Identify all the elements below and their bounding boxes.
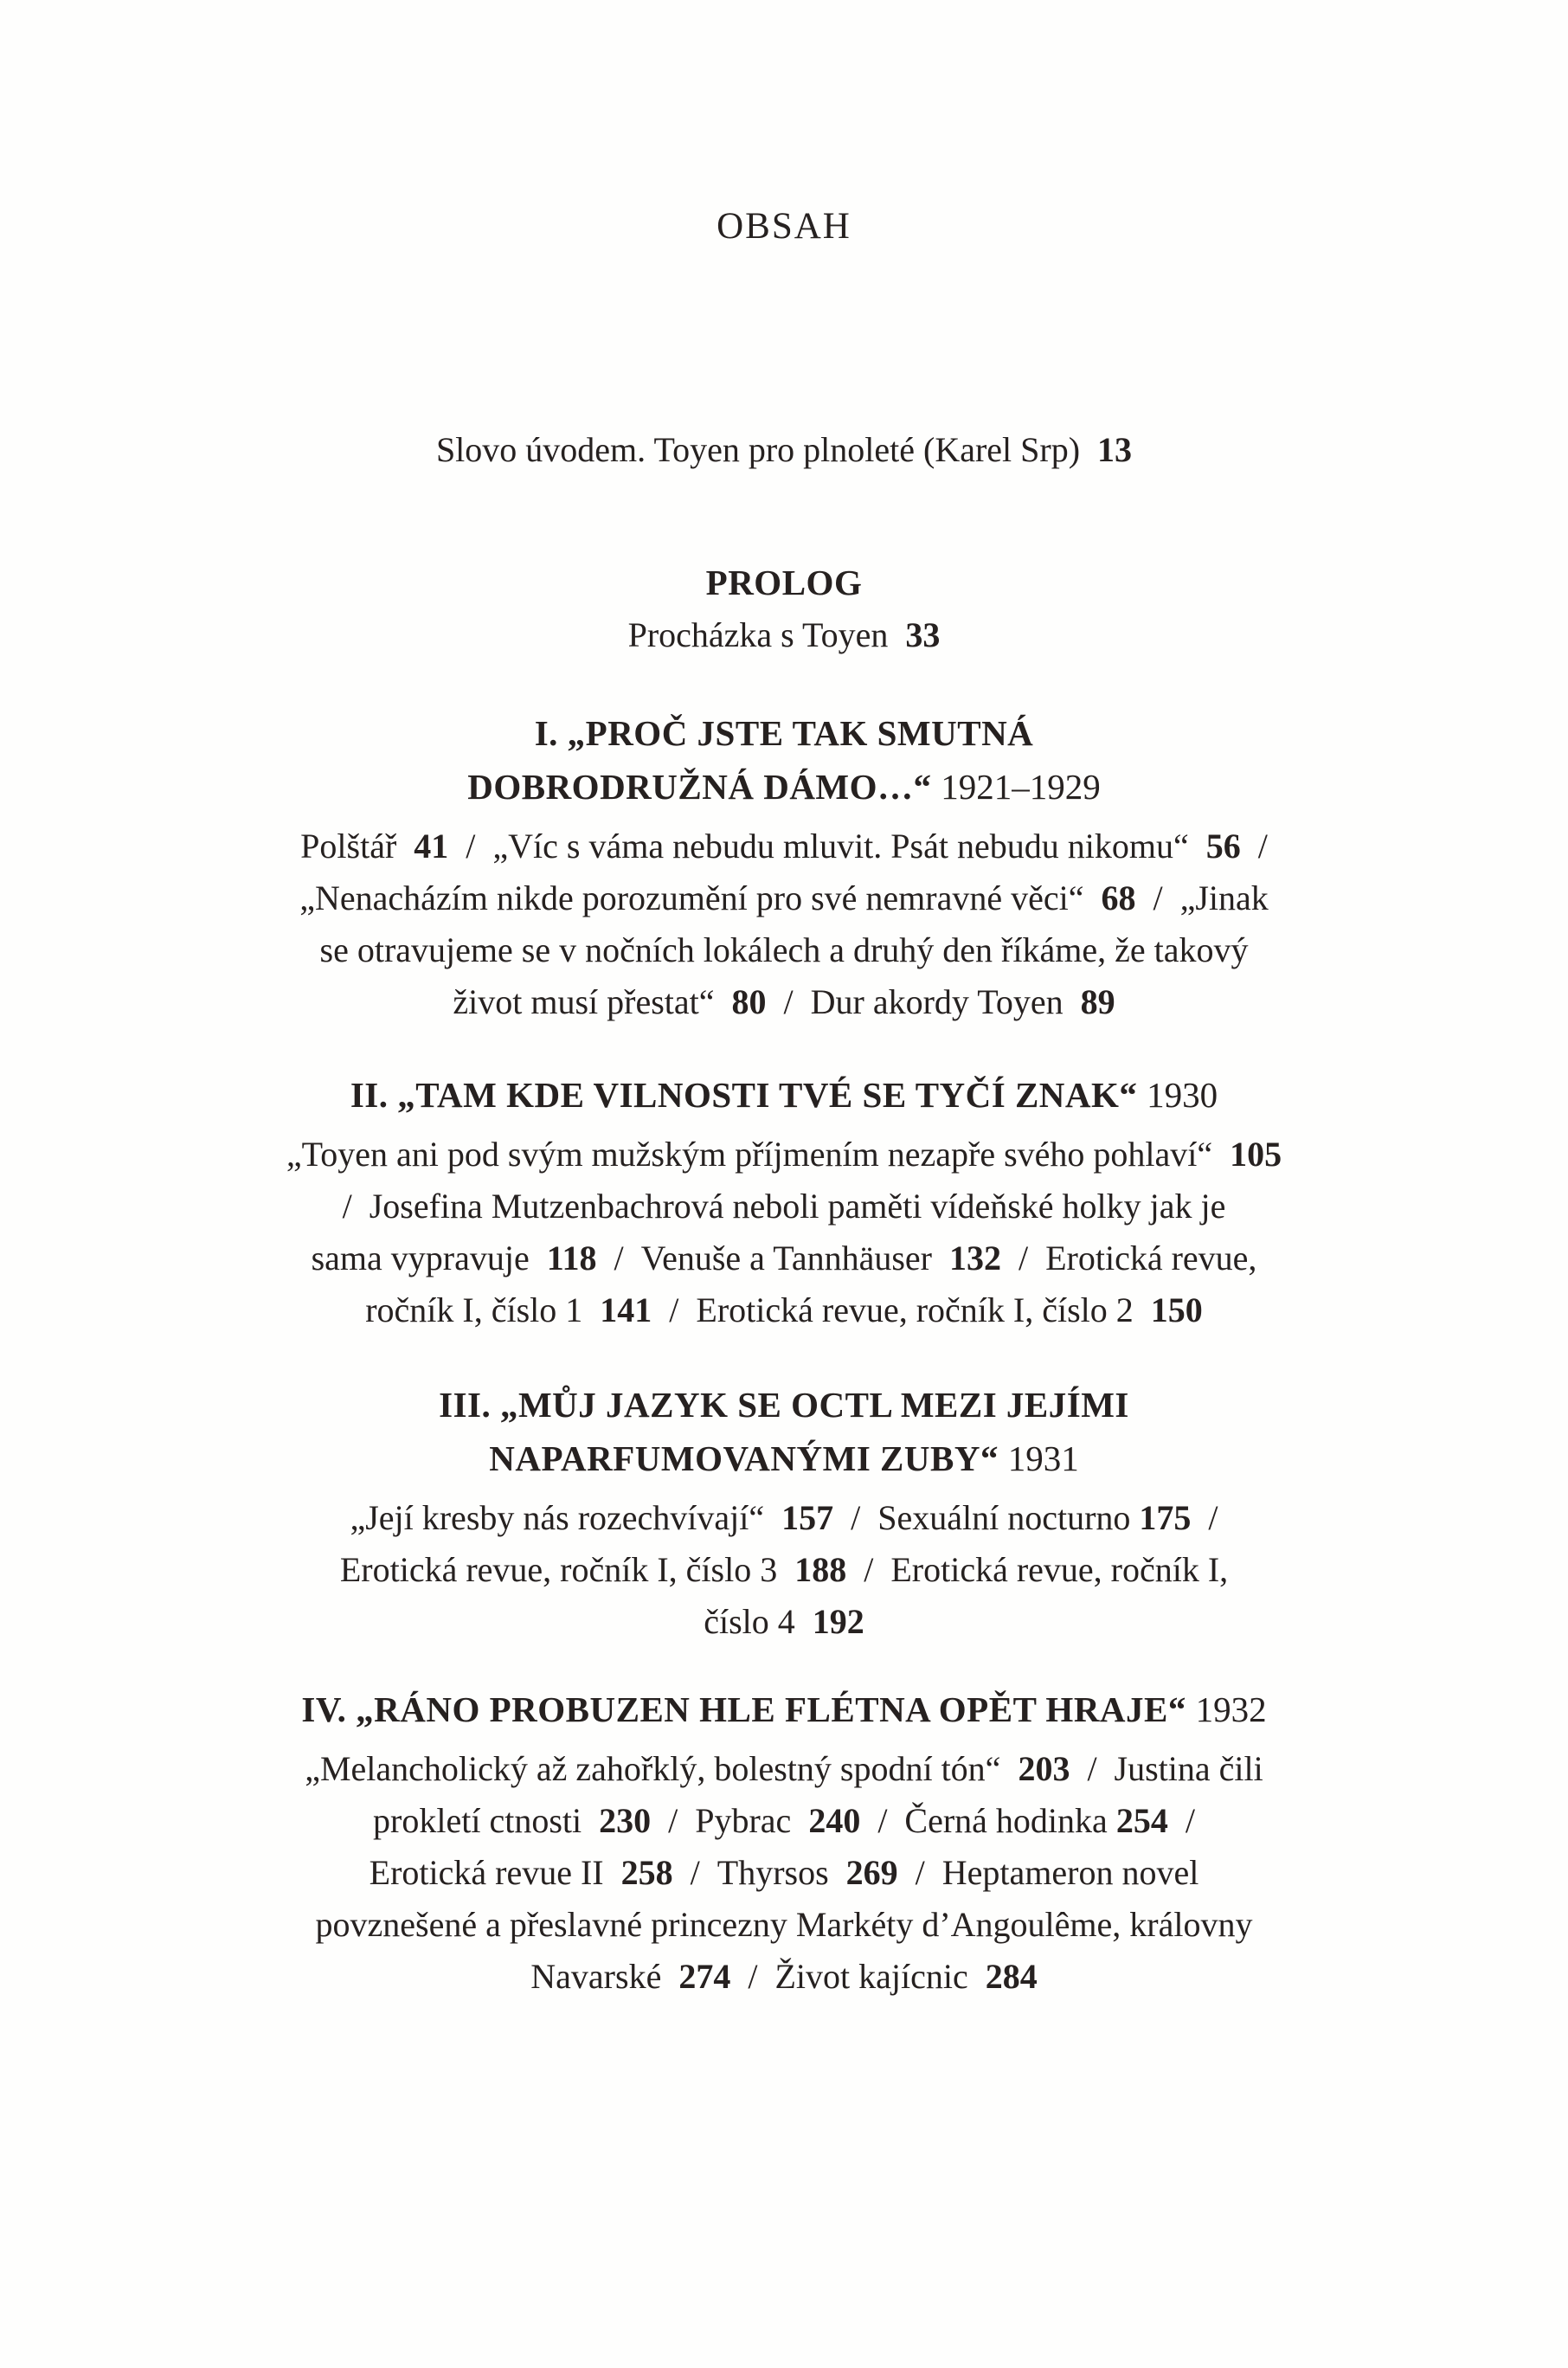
page-number: 269 xyxy=(845,1853,898,1892)
text-segment: / Erotická revue, ročník I, číslo 2 xyxy=(652,1290,1151,1329)
text-segment: IV. „RÁNO PROBUZEN HLE FLÉTNA OPĚT HRAJE“ xyxy=(301,1689,1196,1729)
entries-chapter-4-line xyxy=(92,1847,1476,1899)
entries-chapter-4-line xyxy=(92,1899,1476,1951)
entries-chapter-4 xyxy=(92,1743,1476,2003)
text-segment: prokletí ctnosti xyxy=(373,1801,600,1840)
entries-chapter-1-line xyxy=(92,924,1476,976)
page-number: 68 xyxy=(1101,878,1136,917)
text-segment: sama vypravuje xyxy=(311,1239,547,1277)
entries-chapter-2 xyxy=(92,1129,1476,1336)
text-segment: „Toyen ani pod svým mužským příjmením nezapře svého pohlaví“ xyxy=(286,1135,1231,1174)
heading-chapter-1 xyxy=(92,706,1476,814)
text-segment: DOBRODRUŽNÁ DÁMO…“ xyxy=(467,767,941,807)
text-segment: život musí přestat“ xyxy=(453,982,732,1021)
entry-intro xyxy=(92,424,1476,476)
text-segment: ročník I, číslo 1 xyxy=(365,1290,601,1329)
heading-chapter-4 xyxy=(92,1683,1476,1736)
text-segment: Slovo úvodem. Toyen pro plnoleté (Karel Srp) xyxy=(435,430,1098,469)
entries-chapter-3 xyxy=(92,1492,1476,1648)
text-segment: III. „MŮJ JAZYK SE OCTL MEZI JEJÍMI xyxy=(439,1385,1129,1425)
text-segment: / „Jinak xyxy=(1135,878,1269,917)
text-segment: / xyxy=(1167,1801,1195,1840)
text-segment: / xyxy=(1240,827,1268,865)
text-segment: I. „PROČ JSTE TAK SMUTNÁ xyxy=(534,713,1034,753)
page-number: 284 xyxy=(985,1957,1038,1996)
text-segment: Procházka s Toyen xyxy=(627,615,906,654)
text-segment: PROLOG xyxy=(705,563,863,602)
text-segment: Polštář xyxy=(300,827,414,865)
entries-chapter-1-line xyxy=(92,872,1476,924)
entries-chapter-3-line xyxy=(92,1544,1476,1596)
page-number: 105 xyxy=(1230,1135,1282,1174)
entries-chapter-3-line xyxy=(92,1492,1476,1544)
page-number: 13 xyxy=(1097,430,1133,469)
year-label: 1921–1929 xyxy=(941,767,1101,807)
page-number: 150 xyxy=(1150,1290,1203,1329)
year-label: 1932 xyxy=(1195,1689,1267,1729)
text-segment: „Melancholický až zahořklý, bolestný spodní tón“ xyxy=(305,1749,1019,1788)
text-segment: číslo 4 xyxy=(704,1602,813,1641)
text-segment: / Dur akordy Toyen xyxy=(766,982,1081,1021)
text-segment: / Sexuální nocturno xyxy=(833,1498,1140,1537)
text-segment: Erotická revue, ročník I, číslo 3 xyxy=(339,1550,795,1589)
text-segment: / Černá hodinka xyxy=(860,1801,1116,1840)
text-segment: se otravujeme se v nočních lokálech a druhý den říkáme, že takový xyxy=(319,930,1249,969)
text-segment: / Heptameron novel xyxy=(897,1853,1199,1892)
text-segment: / xyxy=(1191,1498,1218,1537)
entries-chapter-1-line xyxy=(92,820,1476,872)
heading-chapter-3-line xyxy=(92,1378,1476,1432)
page-number: 188 xyxy=(794,1550,847,1589)
entries-chapter-2-line xyxy=(92,1284,1476,1336)
text-segment: „Její kresby nás rozechvívají“ xyxy=(350,1498,782,1537)
page-number: 192 xyxy=(812,1602,864,1641)
text-segment: II. „TAM KDE VILNOSTI TVÉ SE TYČÍ ZNAK“ xyxy=(350,1075,1147,1115)
entry-intro-line xyxy=(92,424,1476,476)
text-segment: / Pybrac xyxy=(651,1801,809,1840)
text-segment: Navarské xyxy=(530,1957,679,1996)
heading-prolog xyxy=(92,556,1476,609)
entries-chapter-2-line xyxy=(92,1181,1476,1232)
page-number: 56 xyxy=(1205,827,1241,865)
page-number: 41 xyxy=(414,827,449,865)
entries-chapter-2-line xyxy=(92,1232,1476,1284)
toc-title-line xyxy=(92,199,1476,254)
page-number: 118 xyxy=(546,1239,597,1277)
text-segment: / Erotická revue, ročník I, xyxy=(846,1550,1229,1589)
text-segment: / Thyrsos xyxy=(672,1853,846,1892)
entries-chapter-2-line xyxy=(92,1129,1476,1181)
page-number: 254 xyxy=(1115,1801,1168,1840)
entries-chapter-4-line xyxy=(92,1743,1476,1795)
entry-prolog-line xyxy=(92,609,1476,661)
page-number: 141 xyxy=(600,1290,652,1329)
year-label: 1931 xyxy=(1007,1438,1079,1478)
page-number: 89 xyxy=(1080,982,1115,1021)
text-segment: / Život kajícnic xyxy=(730,1957,986,1996)
heading-chapter-1-line xyxy=(92,760,1476,814)
page-number: 132 xyxy=(948,1239,1001,1277)
entry-prolog xyxy=(92,609,1476,661)
text-segment: / Erotická revue, xyxy=(1000,1239,1257,1277)
entries-chapter-3-line xyxy=(92,1596,1476,1648)
text-segment: / Josefina Mutzenbachrová neboli paměti vídeňské holky jak je xyxy=(342,1187,1226,1226)
page-number: 175 xyxy=(1139,1498,1192,1537)
page-number: 203 xyxy=(1018,1749,1070,1788)
page-number: 274 xyxy=(678,1957,731,1996)
page-number: 258 xyxy=(620,1853,673,1892)
toc-title xyxy=(92,199,1476,254)
entries-chapter-1 xyxy=(92,820,1476,1028)
heading-chapter-2 xyxy=(92,1068,1476,1122)
year-label: 1930 xyxy=(1147,1075,1218,1115)
heading-prolog-line xyxy=(92,556,1476,609)
page-number: 33 xyxy=(905,615,941,654)
entries-chapter-4-line xyxy=(92,1795,1476,1847)
page-number: 80 xyxy=(731,982,767,1021)
heading-chapter-2-line xyxy=(92,1068,1476,1122)
page-number: 157 xyxy=(781,1498,834,1537)
heading-chapter-3-line xyxy=(92,1432,1476,1485)
heading-chapter-1-line xyxy=(92,706,1476,760)
text-segment: / Venuše a Tannhäuser xyxy=(596,1239,949,1277)
page-number: 240 xyxy=(808,1801,861,1840)
heading-chapter-3 xyxy=(92,1378,1476,1485)
text-segment: / „Víc s váma nebudu mluvit. Psát nebudu nikomu“ xyxy=(448,827,1206,865)
toc-content xyxy=(92,199,1476,2003)
text-segment: „Nenacházím nikde porozumění pro své nemravné věci“ xyxy=(299,878,1102,917)
entries-chapter-1-line xyxy=(92,976,1476,1028)
text-segment: / Justina čili xyxy=(1070,1749,1263,1788)
text-segment: Erotická revue II xyxy=(369,1853,621,1892)
page-number: 230 xyxy=(599,1801,652,1840)
text-segment: OBSAH xyxy=(717,206,851,247)
heading-chapter-4-line xyxy=(92,1683,1476,1736)
text-segment: povznešené a přeslavné princezny Markéty d’Angoulême, královny xyxy=(315,1905,1253,1944)
text-segment: NAPARFUMOVANÝMI ZUBY“ xyxy=(489,1438,1008,1478)
entries-chapter-4-line xyxy=(92,1951,1476,2003)
